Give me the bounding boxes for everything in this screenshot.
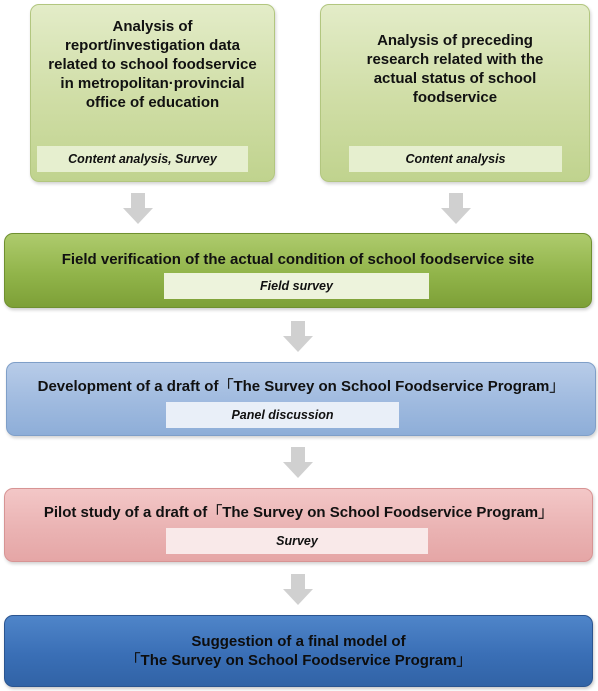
title-line: research related with the — [366, 51, 544, 68]
step-research-analysis-title — [321, 31, 589, 107]
down-arrow-icon — [440, 193, 472, 225]
step-report-analysis-box — [30, 4, 275, 182]
down-arrow-icon — [122, 193, 154, 225]
step-pilot-study-method: Survey — [166, 528, 428, 554]
step-pilot-study-title: Pilot study of a draft of「The Survey on School Foodservice Program」 — [43, 504, 554, 521]
title-line: related to school foodservice — [48, 56, 257, 73]
down-arrow-icon — [282, 321, 314, 353]
title-line: 「The Survey on School Foodservice Program」 — [125, 652, 472, 669]
step-research-analysis-method: Content analysis — [349, 146, 562, 172]
title-line: Analysis of — [112, 18, 193, 35]
step-final-model-box — [4, 615, 593, 687]
title-line: report/investigation data — [64, 37, 241, 54]
title-line: Analysis of preceding — [377, 32, 533, 49]
title-line: Suggestion of a final model of — [191, 633, 406, 650]
title-line: foodservice — [412, 89, 498, 106]
step-draft-development-box — [6, 362, 596, 436]
step-report-analysis-method: Content analysis, Survey — [37, 146, 248, 172]
title-line: actual status of school — [373, 70, 537, 87]
step-draft-development-method: Panel discussion — [166, 402, 399, 428]
step-report-analysis-title — [31, 17, 274, 112]
step-research-analysis-box — [320, 4, 590, 182]
down-arrow-icon — [282, 574, 314, 606]
step-field-verification-box — [4, 233, 592, 308]
step-draft-development-title: Development of a draft of「The Survey on School Foodservice Program」 — [37, 378, 565, 395]
down-arrow-icon — [282, 447, 314, 479]
step-field-verification-method: Field survey — [164, 273, 429, 299]
title-line: in metropolitan·provincial — [60, 75, 245, 92]
step-field-verification-title: Field verification of the actual condition of school foodservice site — [61, 251, 535, 268]
title-line: office of education — [85, 94, 220, 111]
step-final-model-title — [5, 632, 592, 670]
step-pilot-study-box — [4, 488, 593, 562]
